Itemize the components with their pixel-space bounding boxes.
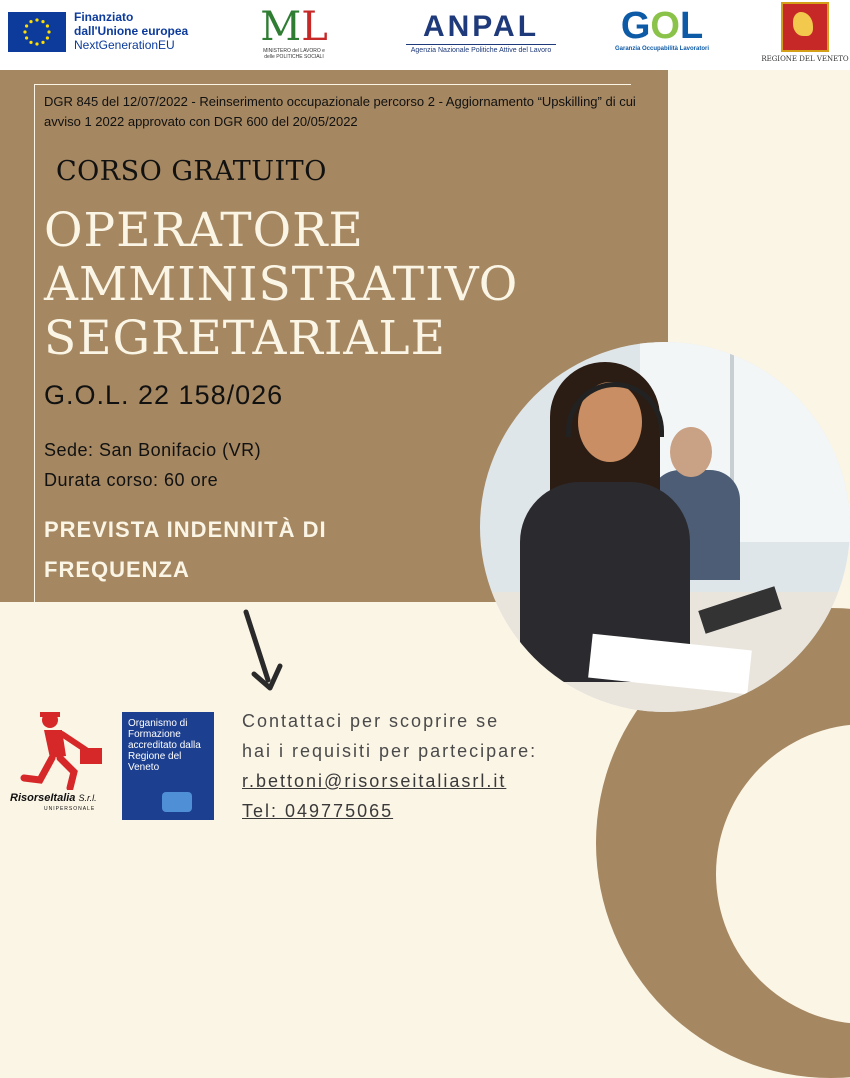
gol-wordmark: GOL xyxy=(620,5,704,47)
arrow-down-icon xyxy=(238,608,288,694)
eu-flag-icon xyxy=(8,12,66,52)
contact-line-2: hai i requisiti per partecipare: xyxy=(242,741,538,761)
risorseitalia-sub: UNIPERSONALE xyxy=(44,806,96,812)
email-link[interactable]: r.bettoni@risorseitaliasrl.it xyxy=(242,771,507,791)
eu-line-3: NextGenerationEU xyxy=(74,38,175,52)
risorseitalia-logo xyxy=(10,710,120,820)
course-duration: Durata corso: 60 ore xyxy=(44,470,219,490)
course-title-line-1: OPERATORE xyxy=(44,203,364,258)
lion-crest-icon xyxy=(781,2,829,52)
course-title xyxy=(44,204,518,366)
anpal-wordmark: ANPAL xyxy=(422,10,540,43)
risorseitalia-name: RisorseItalia S.r.l. xyxy=(10,792,97,804)
ministero-logo xyxy=(258,6,330,66)
regione-veneto-logo xyxy=(760,2,850,68)
gol-caption: Garanzia Occupabilità Lavoratori xyxy=(614,46,710,52)
course-location: Sede: San Bonifacio (VR) xyxy=(44,440,262,460)
eu-line-1: Finanziato xyxy=(74,10,134,24)
accreditation-badge xyxy=(122,712,214,820)
ministero-caption: MINISTERO del LAVORO e delle POLITICHE SOCIALI xyxy=(263,48,325,60)
phone-link[interactable]: Tel: 049775065 xyxy=(242,801,394,821)
course-kicker: CORSO GRATUITO xyxy=(56,156,327,187)
anpal-logo xyxy=(406,10,556,60)
course-title-line-3: SEGRETARIALE xyxy=(44,311,446,366)
allowance-notice xyxy=(44,510,444,590)
veneto-caption: REGIONE DEL VENETO xyxy=(761,55,849,63)
allowance-line-2: FREQUENZA xyxy=(44,557,190,582)
veneto-lion-icon xyxy=(162,792,192,812)
eu-funding-text xyxy=(74,10,188,52)
accreditation-text: Organismo di Formazione accreditato dalla Regione del Veneto xyxy=(128,718,201,773)
allowance-line-1: PREVISTA INDENNITÀ DI xyxy=(44,517,327,542)
eu-line-2: dall'Unione europea xyxy=(74,24,189,38)
course-title-line-2: AMMINISTRATIVO xyxy=(44,257,519,312)
logo-bar xyxy=(0,0,850,70)
anpal-caption: Agenzia Nazionale Politiche Attive del Lavoro xyxy=(406,44,556,54)
dgr-reference: DGR 845 del 12/07/2022 - Reinserimento occupazionale percorso 2 - Aggiornamento “Upskilling” di cui avviso 1 2022 approvato con DGR 600 del 20/05/2022 xyxy=(44,94,636,129)
call-center-photo xyxy=(480,342,850,712)
running-man-icon xyxy=(10,710,120,790)
ministero-mark: ML xyxy=(260,4,328,50)
contact-line-1: Contattaci per scoprire se xyxy=(242,711,500,731)
course-code: G.O.L. 22 158/026 xyxy=(44,380,284,410)
gol-logo xyxy=(614,6,710,62)
contact-block xyxy=(242,706,537,826)
